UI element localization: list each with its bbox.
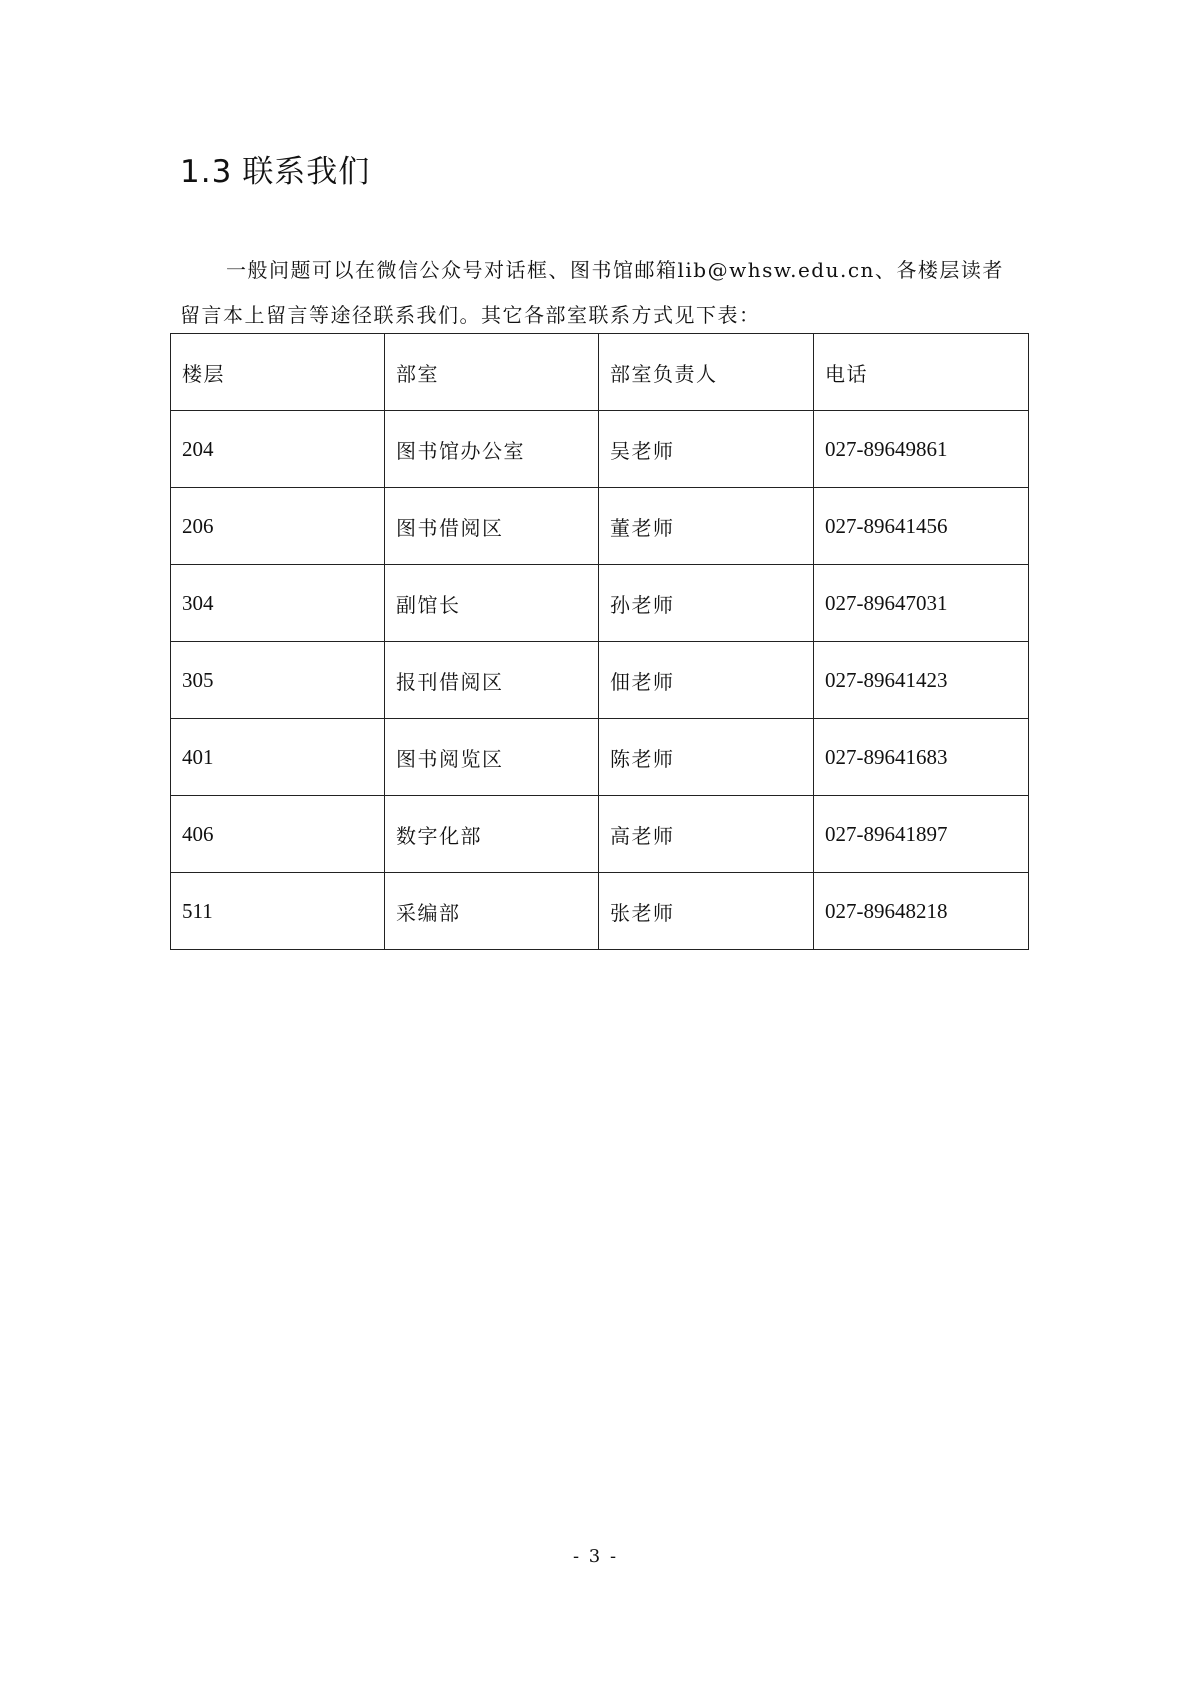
cell-floor: 406: [171, 796, 385, 873]
cell-floor: 305: [171, 642, 385, 719]
cell-phone: 027-89647031: [814, 565, 1029, 642]
cell-phone: 027-89641456: [814, 488, 1029, 565]
cell-manager: 佃老师: [599, 642, 814, 719]
table-row: [171, 411, 1029, 488]
cell-floor: 206: [171, 488, 385, 565]
cell-manager: 张老师: [599, 873, 814, 950]
cell-floor: 401: [171, 719, 385, 796]
cell-manager: 孙老师: [599, 565, 814, 642]
cell-department: 副馆长: [385, 565, 599, 642]
cell-floor: 204: [171, 411, 385, 488]
cell-manager: 陈老师: [599, 719, 814, 796]
intro-paragraph: 一般问题可以在微信公众号对话框、图书馆邮箱lib@whsw.edu.cn、各楼层读者留言本上留言等途径联系我们。其它各部室联系方式见下表：: [180, 258, 1004, 327]
section-number: 1.3: [180, 154, 233, 190]
header-manager: 部室负责人: [599, 334, 814, 411]
cell-department: 图书借阅区: [385, 488, 599, 565]
header-department: 部室: [385, 334, 599, 411]
cell-phone: 027-89648218: [814, 873, 1029, 950]
cell-manager: 高老师: [599, 796, 814, 873]
cell-phone: 027-89641423: [814, 642, 1029, 719]
table-row: [171, 796, 1029, 873]
cell-department: 数字化部: [385, 796, 599, 873]
cell-manager: 董老师: [599, 488, 814, 565]
cell-department: 采编部: [385, 873, 599, 950]
cell-department: 报刊借阅区: [385, 642, 599, 719]
cell-floor: 511: [171, 873, 385, 950]
cell-phone: 027-89641897: [814, 796, 1029, 873]
table-row: [171, 873, 1029, 950]
header-phone: 电话: [814, 334, 1029, 411]
contact-table: [170, 333, 1029, 950]
cell-floor: 304: [171, 565, 385, 642]
table-header-row: [171, 334, 1029, 411]
cell-phone: 027-89649861: [814, 411, 1029, 488]
cell-phone: 027-89641683: [814, 719, 1029, 796]
header-floor: 楼层: [171, 334, 385, 411]
table-row: [171, 488, 1029, 565]
section-heading: [180, 152, 370, 192]
cell-department: 图书馆办公室: [385, 411, 599, 488]
table-row: [171, 719, 1029, 796]
section-title: 联系我们: [242, 154, 371, 190]
table-row: [171, 642, 1029, 719]
page-number: - 3 -: [572, 1546, 619, 1567]
table-row: [171, 565, 1029, 642]
cell-manager: 吴老师: [599, 411, 814, 488]
cell-department: 图书阅览区: [385, 719, 599, 796]
